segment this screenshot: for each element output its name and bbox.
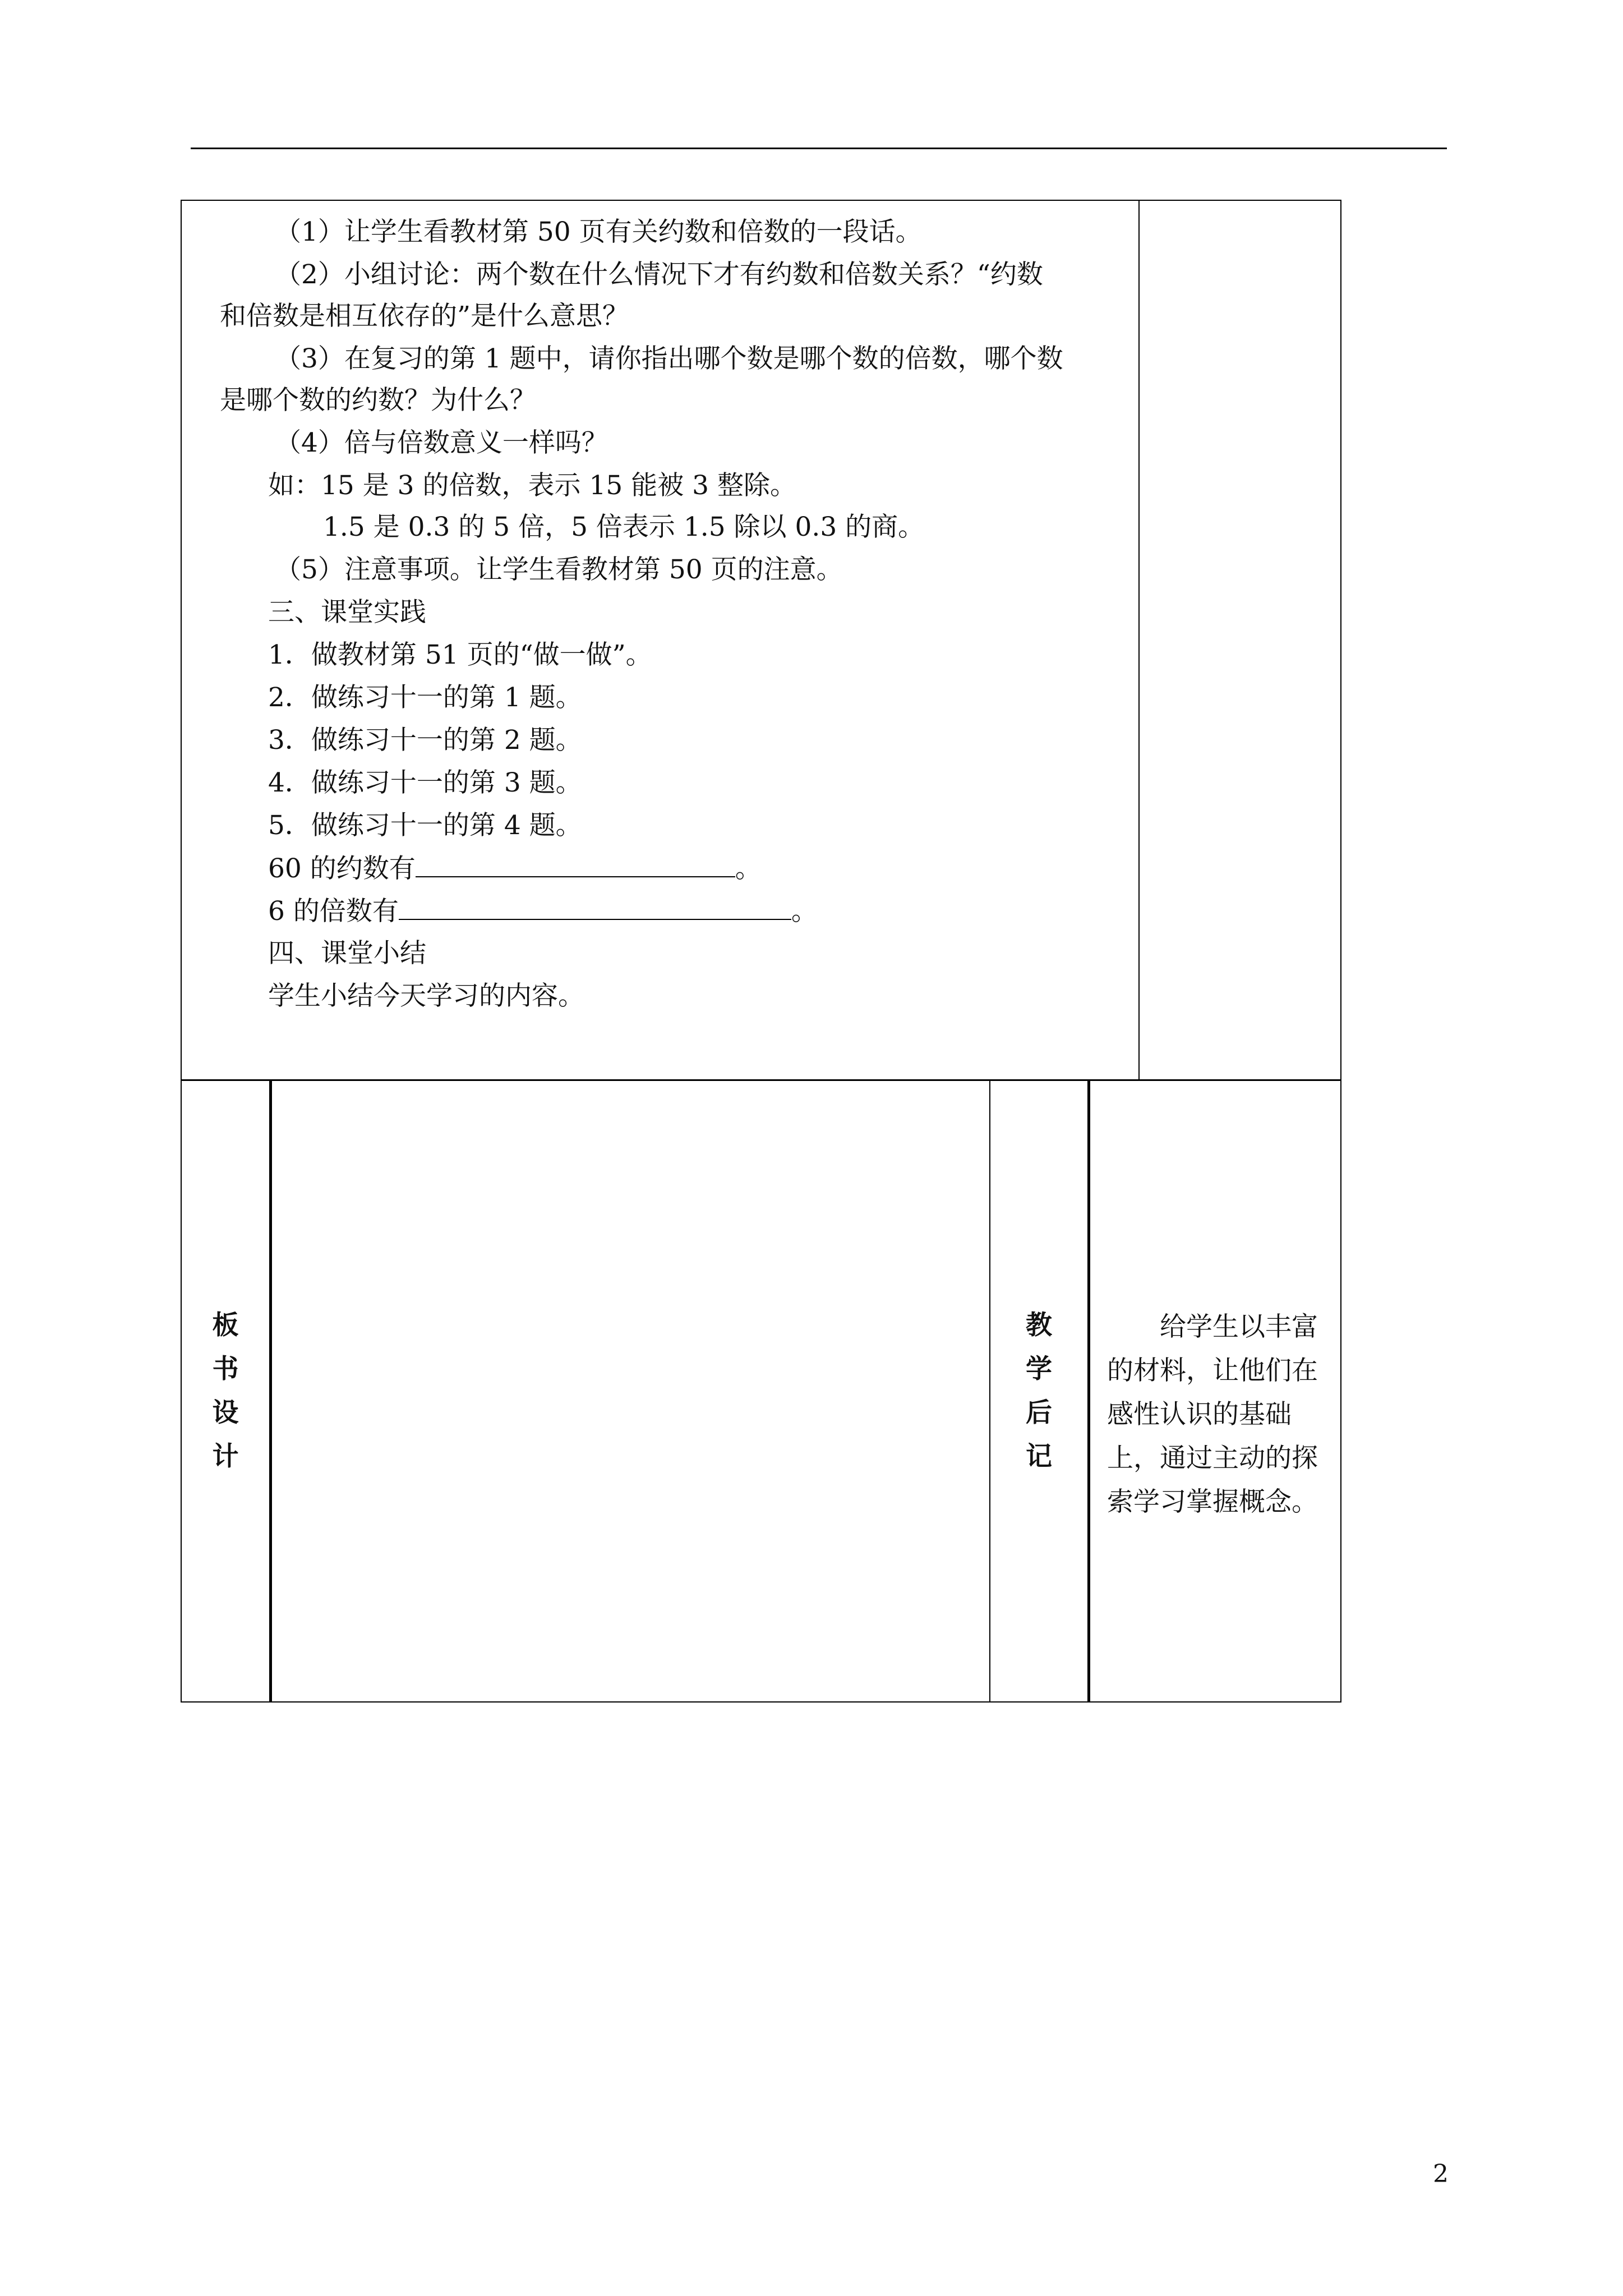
teaching-notes-label: 教 学 后 记 [1026,1310,1052,1472]
lesson-line: 2．做练习十一的第 1 题。 [268,682,582,713]
fill-blank-divisors [268,855,762,882]
teaching-notes-text: 给学生以丰富的材料，让他们在感性认识的基础上，通过主动的探索学习掌握概念。 [1107,1312,1318,1517]
header-rule [191,148,1447,149]
answer-blank[interactable] [416,855,735,877]
lesson-table [181,200,1341,1080]
lesson-line: 4．做练习十一的第 3 题。 [268,767,582,798]
lesson-line: 和倍数是相互依存的”是什么意思？ [220,301,629,332]
lesson-line: （1）让学生看教材第 50 页有关约数和倍数的一段话。 [275,217,922,247]
lesson-line: 如：15 是 3 的倍数，表示 15 能被 3 整除。 [268,470,796,501]
lesson-line: 1.5 是 0.3 的 5 倍，5 倍表示 1.5 除以 0.3 的商。 [323,512,925,542]
answer-blank[interactable] [399,898,791,920]
summary-text: 学生小结今天学习的内容。 [268,981,584,1011]
lesson-line: （3）在复习的第 1 题中，请你指出哪个数是哪个数的倍数，哪个数 [275,343,1063,374]
lesson-content-cell [181,200,1140,1080]
lesson-line: 5．做练习十一的第 4 题。 [268,810,582,841]
section-heading: 三、课堂实践 [268,597,426,628]
blank-prefix: 60 的约数有 [268,853,416,884]
teaching-notes-content-cell [1089,1080,1341,1703]
lesson-line: 3．做练习十一的第 2 题。 [268,725,582,756]
lesson-line: （2）小组讨论：两个数在什么情况下才有约数和倍数关系？“约数 [275,259,1043,290]
blank-suffix: 。 [735,853,762,884]
fill-blank-multiples [268,896,818,927]
side-notes-cell [1138,200,1341,1080]
lesson-line: （4）倍与倍数意义一样吗？ [275,427,608,458]
board-design-label-cell [181,1080,272,1703]
lesson-line: 1．做教材第 51 页的“做一做”。 [268,639,652,670]
blank-suffix: 。 [791,896,818,927]
board-design-content-cell [271,1080,990,1703]
board-notes-table [181,1080,1341,1703]
blank-prefix: 6 的倍数有 [268,896,399,927]
teaching-notes-label-cell [989,1080,1090,1703]
lesson-line: （5）注意事项。让学生看教材第 50 页的注意。 [275,554,843,585]
board-design-label: 板 书 设 计 [212,1310,239,1472]
section-heading: 四、课堂小结 [268,938,426,969]
page-number: 2 [1433,2160,1449,2188]
lesson-line: 是哪个数的约数？为什么？ [220,385,536,416]
